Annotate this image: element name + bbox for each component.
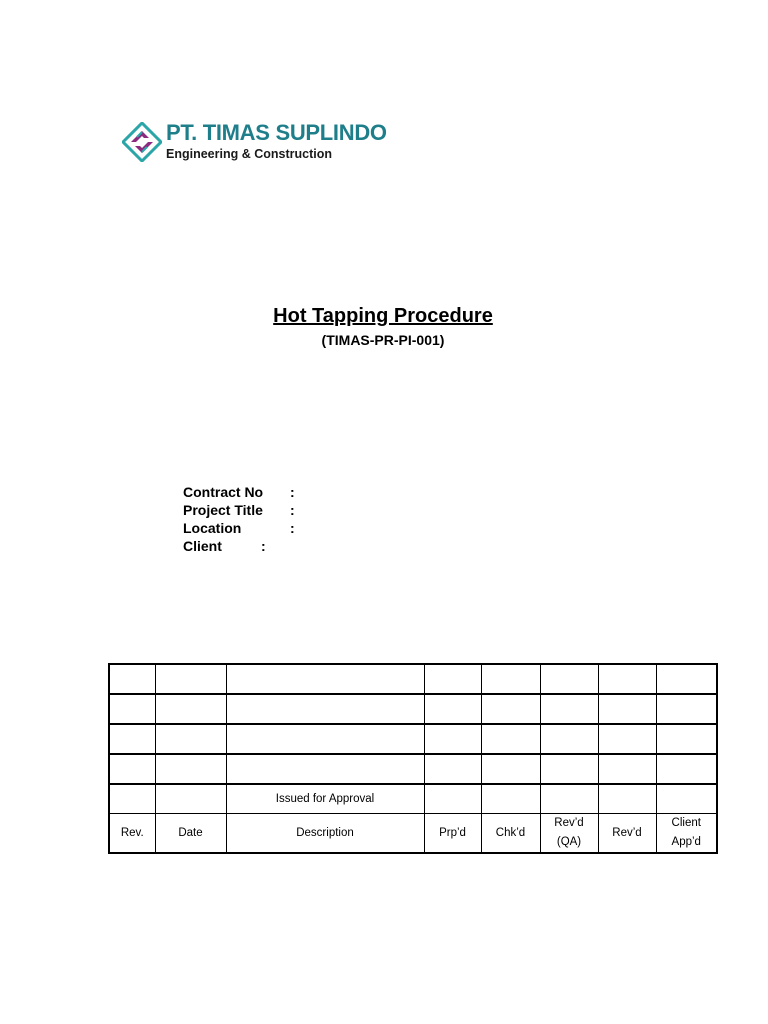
date-cell — [155, 755, 226, 784]
revision-row — [109, 664, 717, 694]
revd-cell — [598, 725, 656, 754]
contract-no-label: Contract No — [183, 484, 264, 500]
rev-header: Rev. — [109, 814, 155, 854]
client-appd-cell — [656, 785, 717, 814]
revision-row — [109, 695, 717, 724]
revd-header: Rev’d — [598, 814, 656, 854]
client-appd-cell — [656, 695, 717, 724]
prpd-cell — [424, 695, 481, 724]
revd-qa-header — [540, 814, 598, 854]
revd-qa-cell — [540, 785, 598, 814]
revd-qa-header-line2: (QA) — [556, 836, 582, 848]
revd-cell — [598, 785, 656, 814]
chkd-cell — [481, 695, 540, 724]
revision-row — [109, 725, 717, 754]
prpd-cell — [424, 664, 481, 694]
prpd-cell — [424, 725, 481, 754]
date-cell — [155, 725, 226, 754]
date-cell — [155, 664, 226, 694]
client-appd-cell — [656, 664, 717, 694]
rev-cell — [109, 785, 155, 814]
description-cell — [226, 755, 424, 784]
client-appd-header-line2: App’d — [671, 836, 701, 848]
chkd-cell — [481, 785, 540, 814]
description-cell — [226, 695, 424, 724]
revision-table-header — [109, 814, 717, 854]
chkd-cell — [481, 755, 540, 784]
rev-cell — [109, 664, 155, 694]
chkd-header: Chk’d — [481, 814, 540, 854]
revision-row — [109, 755, 717, 784]
location-colon: : — [290, 520, 295, 536]
description-cell — [226, 664, 424, 694]
project-title-label: Project Title — [183, 502, 263, 518]
revd-qa-header-line1: Rev’d — [554, 817, 584, 829]
date-header: Date — [155, 814, 226, 854]
contract-no-colon: : — [290, 484, 295, 500]
revd-qa-cell — [540, 725, 598, 754]
date-cell — [155, 695, 226, 724]
prpd-header: Prp’d — [424, 814, 481, 854]
revision-table — [108, 663, 718, 854]
revd-cell — [598, 695, 656, 724]
description-header: Description — [226, 814, 424, 854]
rev-cell — [109, 755, 155, 784]
description-cell — [226, 725, 424, 754]
prpd-cell — [424, 785, 481, 814]
revd-qa-cell — [540, 695, 598, 724]
document-title: Hot Tapping Procedure — [273, 305, 493, 327]
company-logo-mark-icon — [122, 122, 162, 162]
client-appd-cell — [656, 725, 717, 754]
location-label: Location — [183, 520, 242, 536]
revd-qa-cell — [540, 755, 598, 784]
rev-cell — [109, 695, 155, 724]
revd-cell — [598, 755, 656, 784]
company-tagline: Engineering & Construction — [166, 147, 332, 161]
description-cell: Issued for Approval — [226, 785, 424, 814]
revd-cell — [598, 664, 656, 694]
client-colon: : — [261, 538, 266, 554]
date-cell — [155, 785, 226, 814]
client-appd-header-line1: Client — [671, 817, 701, 829]
company-logo — [120, 120, 387, 180]
revd-qa-cell — [540, 664, 598, 694]
rev-cell — [109, 725, 155, 754]
company-name: PT. TIMAS SUPLINDO — [166, 120, 387, 145]
project-title-colon: : — [290, 502, 295, 518]
client-appd-header — [656, 814, 717, 854]
prpd-cell — [424, 755, 481, 784]
client-label: Client — [183, 538, 222, 554]
revision-row — [109, 785, 717, 814]
client-appd-cell — [656, 755, 717, 784]
document-code: (TIMAS-PR-PI-001) — [321, 332, 445, 348]
chkd-cell — [481, 664, 540, 694]
chkd-cell — [481, 725, 540, 754]
